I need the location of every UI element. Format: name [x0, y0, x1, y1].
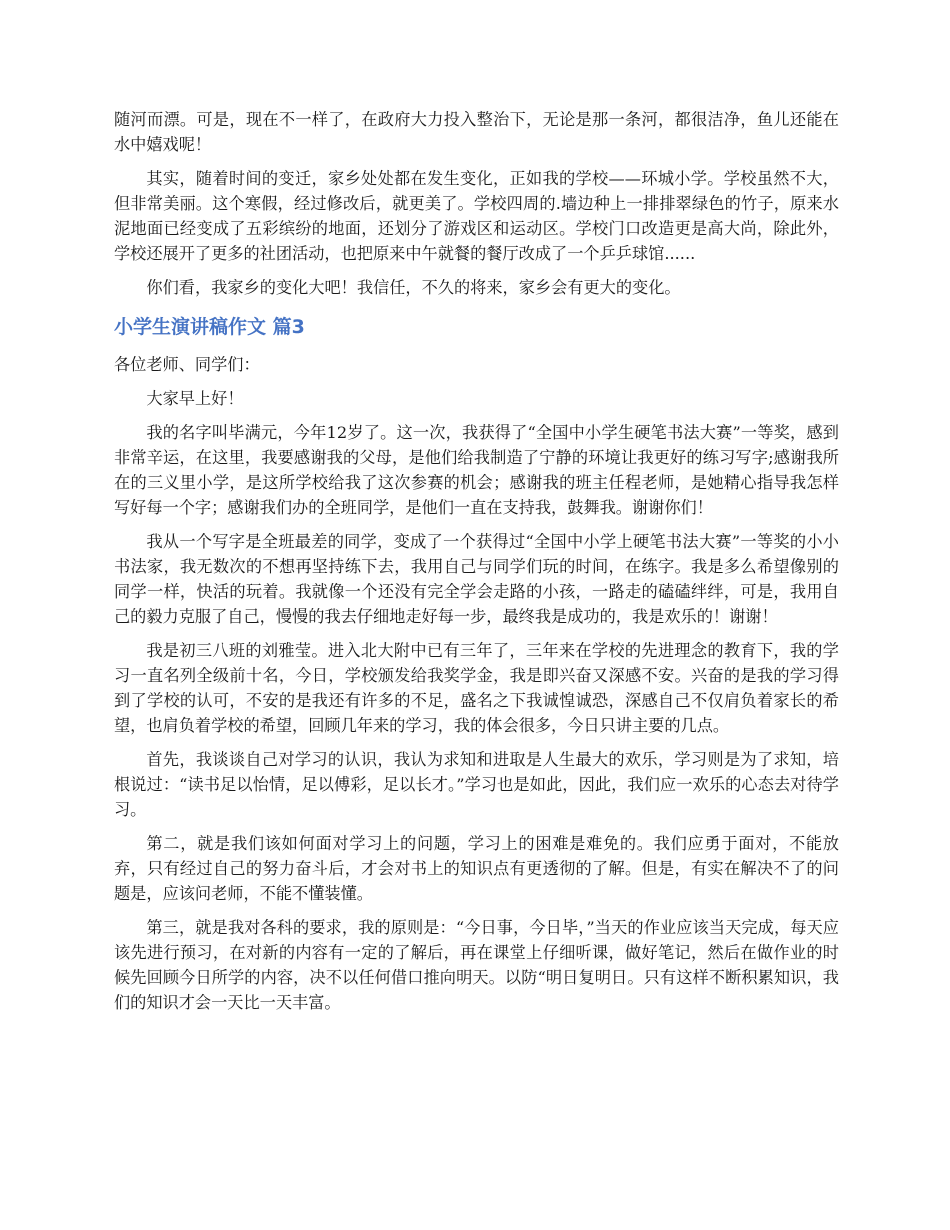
section-heading: 小学生演讲稿作文 篇3 [114, 316, 305, 338]
paragraph: 你们看，我家乡的变化大吧！我信任，不久的将来，家乡会有更大的变化。 [146, 278, 681, 297]
paragraph: 第二，就是我们该如何面对学习上的问题，学习上的困难是难免的。我们应勇于面对，不能放弃，只有经过自己的努力奋斗后，才会对书上的知识点有更透彻的了解。但是，有实在解决不了的问题是，应该问老师，不能不懂装懂。 [114, 834, 839, 903]
document-page [114, 107, 839, 1024]
paragraph: 我从一个写字是全班最差的同学，变成了一个获得过“全国中小学上硬笔书法大赛”一等奖的小小书法家，我无数次的不想再坚持练下去，我用自己与同学们玩的时间，在练字。我是多么希望像别的同学一样，快活的玩着。我就像一个还没有完全学会走路的小孩，一路走的磕磕绊绊，可是，我用自己的毅力克服了自己，慢慢的我去仔细地走好每一步，最终我是成功的，我是欢乐的！谢谢！ [114, 532, 839, 626]
paragraph-greeting: 大家早上好！ [146, 389, 244, 408]
paragraph: 首先，我谈谈自己对学习的认识，我认为求知和进取是人生最大的欢乐，学习则是为了求知，培根说过：“读书足以怡情，足以傅彩，足以长才。”学习也是如此，因此，我们应一欢乐的心态去对待学习。 [114, 750, 839, 819]
paragraph: 其实，随着时间的变迁，家乡处处都在发生变化，正如我的学校——环城小学。学校虽然不大，但非常美丽。这个寒假，经过修改后，就更美了。学校四周的.墙边种上一排排翠绿色的竹子，原来水泥地面已经变成了五彩缤纷的地面，还划分了游戏区和运动区。学校门口改造更是高大尚，除此外，学校还展开了更多的社团活动，也把原来中午就餐的餐厅改成了一个乒乒球馆...... [114, 169, 839, 263]
paragraph: 第三，就是我对各科的要求，我的原则是：“今日事，今日毕，”当天的作业应该当天完成，每天应该先进行预习，在对新的内容有一定的了解后，再在课堂上仔细听课，做好笔记，然后在做作业的时候先回顾今日所学的内容，决不以任何借口推向明天。以防“明日复明日。只有这样不断积累知识，我们的知识才会一天比一天丰富。 [114, 918, 839, 1012]
paragraph-salutation: 各位老师、同学们： [114, 355, 260, 374]
paragraph: 随河而漂。可是，现在不一样了，在政府大力投入整治下，无论是那一条河，都很洁净，鱼儿还能在水中嬉戏呢！ [114, 110, 839, 154]
paragraph: 我的名字叫毕满元，今年12岁了。这一次，我获得了“全国中小学生硬笔书法大赛”一等奖，感到非常辛运，在这里，我要感谢我的父母，是他们给我制造了宁静的环境让我更好的练习写字;感谢我所在的三义里小学，是这所学校给我了这次参赛的机会；感谢我的班主任程老师，是她精心指导我怎样写好每一个字；感谢我们办的全班同学，是他们一直在支持我，鼓舞我。谢谢你们！ [114, 423, 839, 517]
paragraph: 我是初三八班的刘雅莹。进入北大附中已有三年了，三年来在学校的先进理念的教育下，我的学习一直名列全级前十名，今日，学校颁发给我奖学金，我是即兴奋又深感不安。兴奋的是我的学习得到了学校的认可，不安的是我还有许多的不足，盛名之下我诚惶诚恐，深感自己不仅肩负着家长的希望，也肩负着学校的希望，回顾几年来的学习，我的体会很多，今日只讲主要的几点。 [114, 641, 839, 735]
